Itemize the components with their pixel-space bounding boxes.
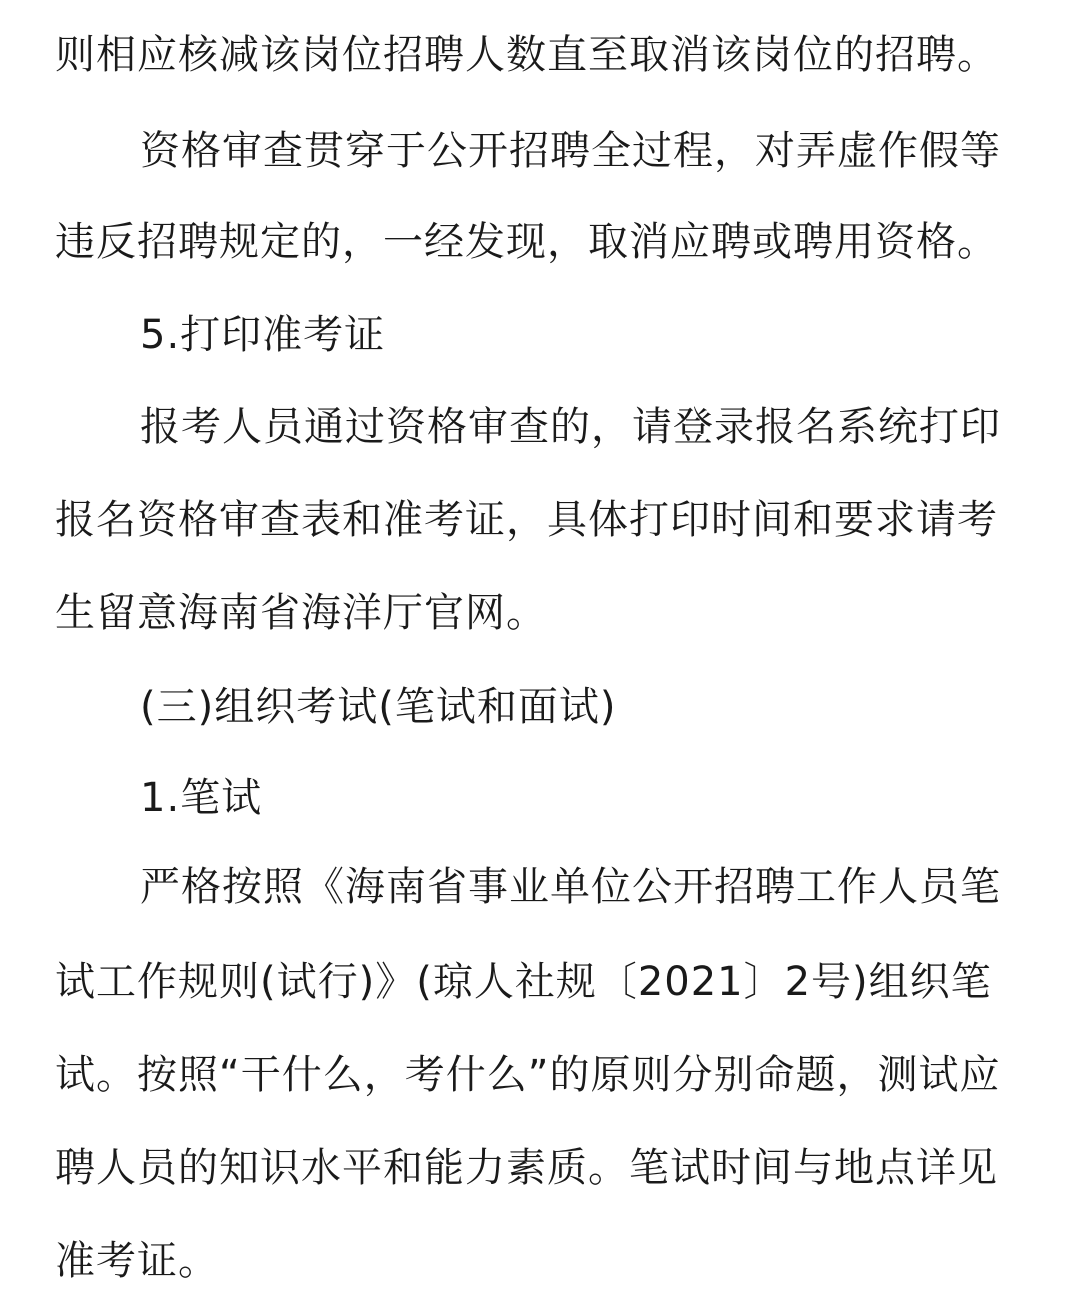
text-line: 准考证。 — [55, 1238, 219, 1284]
text-line: 报名资格审查表和准考证，具体打印时间和要求请考 — [55, 497, 998, 543]
text-line: 违反招聘规定的，一经发现，取消应聘或聘用资格。 — [55, 219, 998, 265]
text-line: 聘人员的知识水平和能力素质。笔试时间与地点详见 — [55, 1145, 998, 1191]
paragraph-line: 资格审查贯穿于公开招聘全过程，对弄虚作假等 — [140, 128, 1001, 174]
subsection-heading: 1.笔试 — [140, 775, 263, 821]
text-line: 生留意海南省海洋厅官网。 — [55, 590, 547, 636]
section-heading: 5.打印准考证 — [140, 312, 386, 358]
text-line: 试工作规则(试行)》(琼人社规〔2021〕2号)组织笔 — [55, 959, 992, 1005]
section-heading: (三)组织考试(笔试和面试) — [140, 684, 617, 730]
paragraph-line: 严格按照《海南省事业单位公开招聘工作人员笔 — [140, 864, 1001, 910]
text-line: 试。按照“干什么，考什么”的原则分别命题，测试应 — [55, 1052, 1001, 1098]
paragraph-line: 报考人员通过资格审查的，请登录报名系统打印 — [140, 404, 1001, 450]
text-line: 则相应核减该岗位招聘人数直至取消该岗位的招聘。 — [55, 32, 998, 78]
